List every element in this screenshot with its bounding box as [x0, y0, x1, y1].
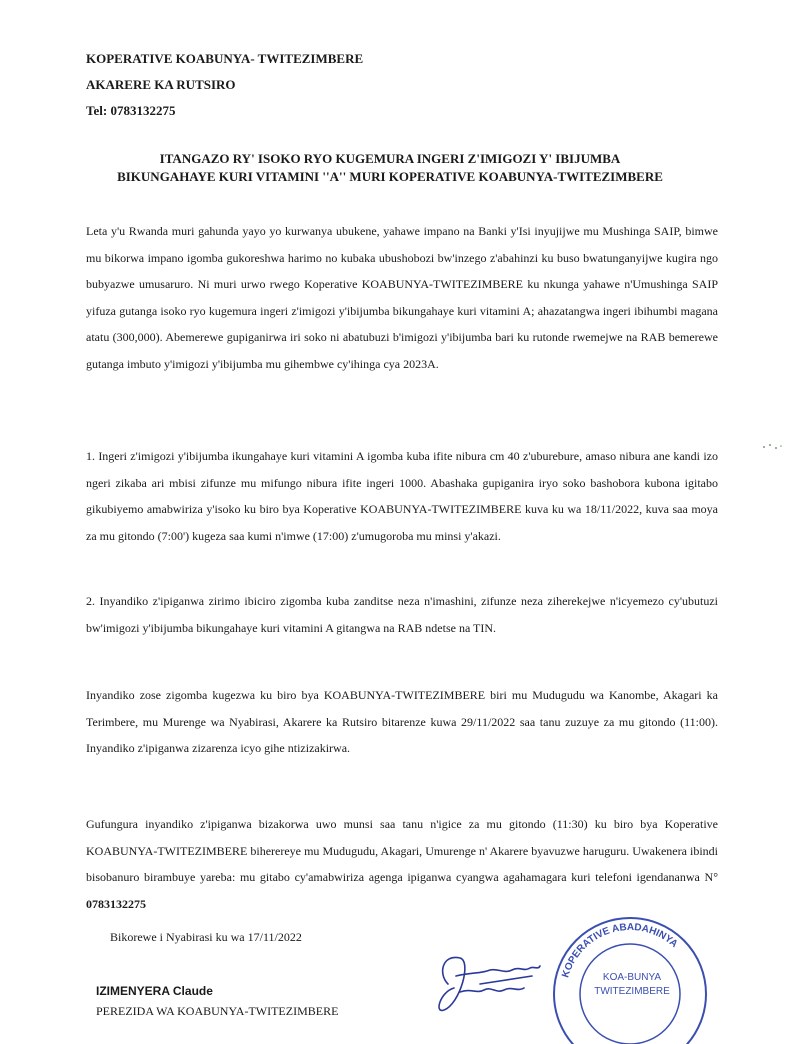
- stamp-ring-text: KOPERATIVE ABADAHINYA: [560, 921, 680, 980]
- paragraph-requirement-2: 2. Inyandiko z'ipiganwa zirimo ibiciro zigomba kuba zanditse neza n'imashini, zifunze neza ziherekejwe n'icyemezo cy'ubutuzi bw'imigozi y'ibijumba bikungahaye kuri vitamini A gitangwa na RAB ndetse na TIN.: [86, 594, 718, 635]
- handwritten-signature: [439, 957, 540, 1010]
- contact-phone: 0783132275: [86, 896, 146, 911]
- svg-text:KOPERATIVE ABADAHINYA: [560, 922, 679, 979]
- phone-number: Tel: 0783132275: [86, 103, 176, 118]
- org-name: KOPERATIVE KOABUNYA- TWITEZIMBERE: [86, 51, 364, 66]
- signatory-name: IZIMENYERA Claude: [96, 984, 213, 998]
- paragraph-submission: Inyandiko zose zigomba kugezwa ku biro bya KOABUNYA-TWITEZIMBERE biri mu Mudugudu wa Kanombe, Akagari ka Terimbere, mu Murenge wa Nyabirasi, Akarere ka Rutsiro bitarenze kuwa 29/11/2022 saa tanu zuzuye za mu gitondo (11:00). Inyandiko z'ipiganwa zizarenza icyo gihe ntizizakirwa.: [86, 688, 718, 756]
- paragraph-intro: Leta y'u Rwanda muri gahunda yayo yo kurwanya ubukene, yahawe impano na Banki y'Isi inyujijwe mu Mushinga SAIP, bimwe mu bikorwa impano igomba gukoreshwa harimo no kubaka ubushobozi bw'inzego z'abahinzi ku buso bwatunganyijwe kugira ngo bubyazwe umusaruro. Ni muri urwo rwego Koperative KOABUNYA-TWITEZIMBERE ku nkunga yahawe n'Umushinga SAIP yifuza gutanga isoko ryo kugemura ingeri z'imigozi y'ibijumba bikungahaye kuri vitamini A; ahazatangwa ingeri ibihumbi magana atatu (300,000). Abemerewe gupiganirwa iri soko ni abatubuzi b'imigozi y'ibijumba bari ku rutonde rwemejwe na RAB bemerewe gutanga imbuto y'imigozi y'ibijumba mu gihembwe cy'ihinga cya 2023A.: [86, 224, 718, 371]
- paragraph-requirement-1: 1. Ingeri z'imigozi y'ibijumba ikungahaye kuri vitamini A igomba kuba ifite nibura cm 40 z'uburebure, amaso nibura ane kandi izo ngeri zikaba ari mbisi zifunze mu mifungo nibura ifite ingeri 1000. Abashaka gupiganira iryo soko bashobora kubona igitabo gikubiyemo amabwiriza y'isoko ku biro bya Koperative KOABUNYA-TWITEZIMBERE kuva ku wa 18/11/2022, kuva saa moya za mu gitondo (7:00') kugeza saa kumi n'imwe (17:00) z'umugoroba mu minsi y'akazi.: [86, 449, 718, 543]
- letterhead: [86, 46, 363, 124]
- signature-stamp-area: [420, 914, 710, 1044]
- cooperative-stamp: [554, 918, 706, 1044]
- district-name: AKARERE KA RUTSIRO: [86, 77, 236, 92]
- notice-title: ITANGAZO RY' ISOKO RYO KUGEMURA INGERI Z'IMIGOZI Y' IBIJUMBA BIKUNGAHAYE KURI VITAMINI ''A'' MURI KOPERATIVE KOABUNYA-TWITEZIMBERE: [117, 151, 663, 184]
- scan-speck: [760, 440, 784, 454]
- signatory-role: PEREZIDA WA KOABUNYA-TWITEZIMBERE: [96, 1004, 339, 1018]
- stamp-line-2: TWITEZIMBERE: [594, 986, 670, 997]
- opening-text: Gufungura inyandiko z'ipiganwa bizakorwa uwo munsi saa tanu n'igice za mu gitondo (11:30) ku biro bya Koperative KOABUNYA-TWITEZIMBERE biherereye mu Mudugudu, Akagari, Umurenge n' Akarere byavuzwe haruguru. Uwakenera ibindi bisobanuro birambuye yareba: mu gitabo cy'amabwiriza agenga ipiganwa cyangwa agahamagara kuri telefoni igendananwa N°: [86, 817, 718, 885]
- stamp-line-1: KOA-BUNYA: [602, 972, 662, 983]
- date-line: Bikorewe i Nyabirasi ku wa 17/11/2022: [110, 930, 302, 944]
- paragraph-opening: [86, 811, 718, 917]
